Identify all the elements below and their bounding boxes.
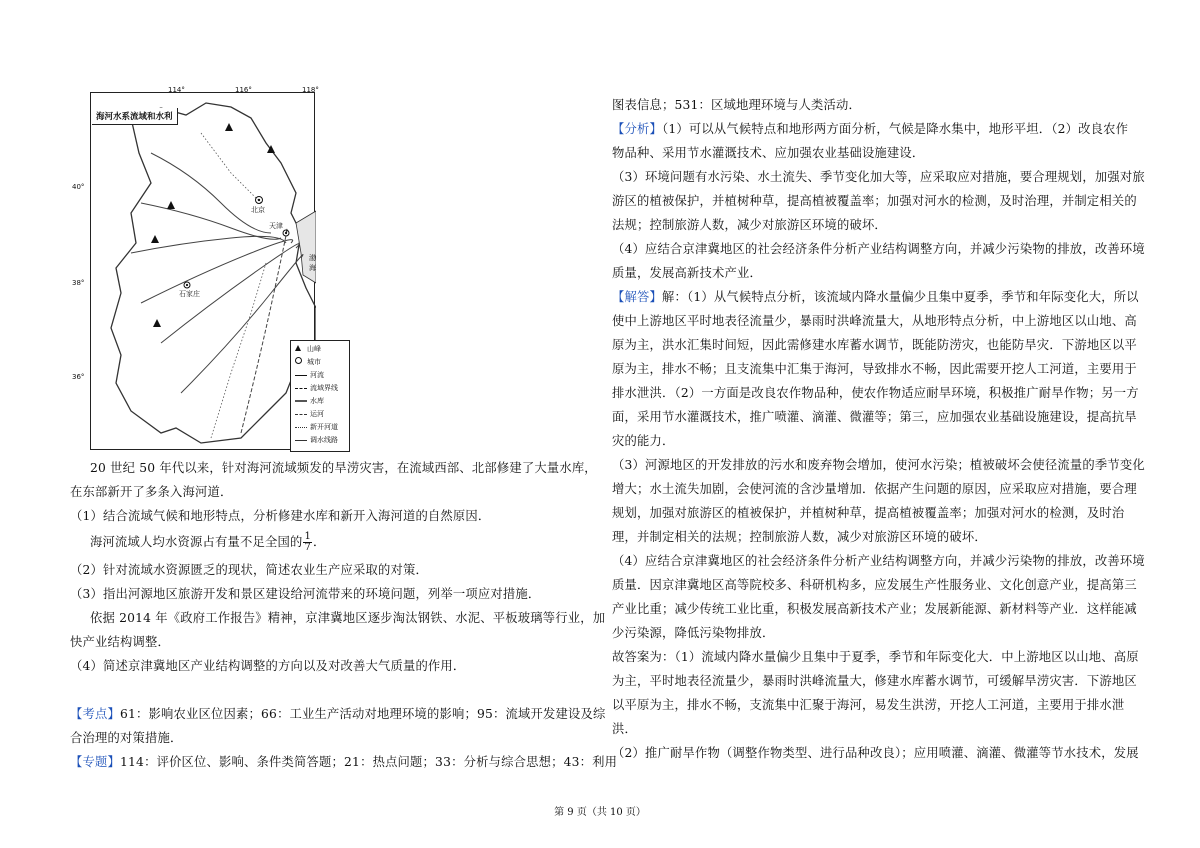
answer-line: （3）河源地区的开发排放的污水和废弃物会增加，使河水污染；植被破坏会使径流量的季节变化 [612, 458, 1145, 472]
zhuanti-tag: 【专题】 [70, 755, 120, 769]
answer-line: 游区的植被保护，并植树种草，提高植被覆盖率；加强对河水的检测，及时治理，并制定相关的 [612, 194, 1137, 208]
answer-line: 质量．因京津冀地区高等院校多、科研机构多，应发展生产性服务业、文化创意产业，提高第三 [612, 578, 1137, 592]
longitude-label: 114° [168, 86, 185, 94]
fenxi-text: （1）可以从气候特点和地形两方面分析，气候是降水集中，地形平坦．（2）改良农作 [662, 122, 1129, 136]
question-4: （4）简述京津冀地区产业结构调整的方向以及对改善大气质量的作用． [70, 659, 466, 673]
jieda-line [612, 289, 1139, 305]
answer-line: （3）环境问题有水污染、水土流失、季节变化加大等，应采取应对措施，要合理规划，加强对旅 [612, 170, 1145, 184]
answer-line: 以平原为主，排水不畅，支流集中汇聚于海河，易发生洪涝，开挖人工河道，主要用于排水泄 [612, 698, 1125, 712]
answer-line: 增大；水土流失加剧，会使河流的含沙量增加．依据产生问题的原因，应采取应对措施，要合理 [612, 482, 1137, 496]
mountain-peak-icon [225, 123, 233, 131]
map-frame [90, 92, 315, 450]
answer-line: 理，并制定相关的法规；控制旅游人数，减少对旅游区环境的破坏． [612, 530, 987, 544]
reservoir-legend-icon [295, 400, 307, 402]
legend-label: 水库 [310, 397, 324, 405]
legend-label: 新开河道 [310, 423, 338, 431]
answer-line: 使中上游地区平时地表径流量少，暴雨时洪峰流量大，从地形特点分析，中上游地区以山地、高 [612, 314, 1137, 328]
map-drawing [91, 93, 316, 451]
fenxi-tag: 【分析】 [612, 122, 662, 136]
fraction-numerator: 1 [304, 531, 312, 542]
city-icon [295, 357, 302, 364]
kaodian-line [70, 706, 606, 722]
question-4-intro: 依据 2014 年《政府工作报告》精神，京津冀地区逐步淘汰钢铁、水泥、平板玻璃等行业，加 [90, 611, 606, 625]
fenxi-line [612, 121, 1128, 137]
answer-line: 少污染源，降低污染物排放． [612, 626, 775, 640]
question-1-note-text: 海河流域人均水资源占有量不足全国的 [90, 535, 303, 549]
question-3: （3）指出河源地区旅游开发和景区建设给河流带来的环境问题，列举一项应对措施． [70, 587, 541, 601]
question-4-intro: 快产业结构调整． [70, 635, 170, 649]
answer-line: （4）应结合京津冀地区的社会经济条件分析产业结构调整方向，并减少污染物的排放，改善环境 [612, 242, 1145, 256]
answer-line: （2）推广耐旱作物（调整作物类型、进行品种改良）；应用喷灌、滴灌、微灌等节水技术，发展 [612, 746, 1139, 760]
sea-label: 渤 海 [309, 254, 316, 272]
answer-line: 规划，加强对旅游区的植被保护，并植树种草，提高植被覆盖率；加强对河水的检测，及时治 [612, 506, 1125, 520]
jieda-tag: 【解答】 [612, 290, 662, 304]
boundary-legend-icon [295, 388, 307, 389]
latitude-label: 38° [72, 279, 85, 287]
city-label-tianjin: 天津 [269, 222, 283, 230]
legend-label: 调水线路 [310, 436, 338, 444]
answer-line: 故答案为：（1）流域内降水量偏少且集中于夏季，季节和年际变化大．中上游地区以山地、高原 [612, 650, 1139, 664]
legend-label: 河流 [310, 371, 324, 379]
answer-line: 原为主，排水不畅；且支流集中汇集于海河，导致排水不畅，因此需要开挖人工河道，主要用于 [612, 362, 1137, 376]
answer-line: 质量，发展高新技术产业． [612, 266, 762, 280]
kaodian-text: 61：影响农业区位因素；66：工业生产活动对地理环境的影响；95：流域开发建设及综 [120, 707, 606, 721]
mountain-peak-icon [151, 235, 159, 243]
fraction [303, 532, 312, 553]
answer-line: 面，采用节水灌溉技术，推广喷灌、滴灌、微灌等；第三，应加强农业基础设施建设，提高抗旱 [612, 410, 1137, 424]
legend-label: 流域界线 [310, 384, 338, 392]
map-title: 海河水系流域和水利 [92, 108, 178, 125]
zhuanti-text: 114：评价区位、影响、条件类简答题；21：热点问题；33：分析与综合思想；43：利用 [120, 755, 618, 769]
page-footer: 第 9 页（共 10 页） [554, 807, 646, 818]
answer-line: （4）应结合京津冀地区的社会经济条件分析产业结构调整方向，并减少污染物的排放，改善环境 [612, 554, 1145, 568]
longitude-label: 116° [235, 86, 252, 94]
fraction-tail: ． [313, 535, 326, 549]
answer-line: 物品种、采用节水灌溉技术、应加强农业基础设施建设． [612, 146, 925, 160]
river-line [141, 240, 293, 303]
mountain-peak-icon [295, 345, 301, 351]
answer-line: 原为主，洪水汇集时间短，因此需修建水库蓄水调节，既能防涝灾，也能防旱灾．下游地区以平 [612, 338, 1137, 352]
question-1: （1）结合流域气候和地形特点，分析修建水库和新开入海河道的自然原因． [70, 509, 491, 523]
answer-line: 灾的能力． [612, 434, 675, 448]
basin-boundary [111, 103, 316, 443]
city-label-shijiazhuang: 石家庄 [179, 290, 200, 298]
city-label-beijing: 北京 [251, 206, 265, 214]
legend-label: 山峰 [307, 345, 321, 353]
diversion-legend-icon [295, 440, 307, 441]
question-intro-line: 在东部新开了多条入海河道． [70, 485, 233, 499]
question-intro-line: 20 世纪 50 年代以来，针对海河流域频发的旱涝灾害，在流域西部、北部修建了大量水库， [90, 461, 597, 475]
map-legend [290, 340, 350, 452]
fraction-denominator: 7 [304, 542, 312, 553]
river-legend-icon [295, 375, 307, 376]
kaodian-tag: 【考点】 [70, 707, 120, 721]
canal-legend-icon [295, 414, 307, 415]
legend-label: 运河 [310, 410, 324, 418]
longitude-label: 118° [302, 86, 319, 94]
answer-line: 图表信息；531：区域地理环境与人类活动． [612, 98, 862, 112]
answer-line: 排水泄洪．（2）一方面是改良农作物品种，使农作物适应耐旱环境，积极推广耐旱作物；另一方 [612, 386, 1139, 400]
question-1-note [90, 532, 326, 553]
mountain-peak-icon [167, 201, 175, 209]
legend-label: 城市 [307, 358, 321, 366]
latitude-label: 36° [72, 373, 85, 381]
zhuanti-line [70, 754, 617, 770]
answer-line: 为主，平时地表径流量少，暴雨时洪峰流量大，修建水库蓄水调节，可缓解旱涝灾害．下游地区 [612, 674, 1137, 688]
answer-line: 法规；控制旅游人数，减少对旅游区环境的破坏． [612, 218, 887, 232]
kaodian-line-2: 合治理的对策措施． [70, 731, 183, 745]
water-diversion-line [211, 263, 266, 438]
answer-line: 产业比重；减少传统工业比重，积极发展高新技术产业；发展新能源、新材料等产业．这样能减 [612, 602, 1137, 616]
question-2: （2）针对流域水资源匮乏的现状，简述农业生产应采取的对策． [70, 563, 428, 577]
mountain-peak-icon [153, 319, 161, 327]
answer-line: 洪． [612, 722, 637, 736]
jieda-text: 解：（1）从气候特点分析，该流域内降水量偏少且集中夏季，季节和年际变化大，所以 [662, 290, 1139, 304]
new-channel-legend-icon [295, 427, 307, 428]
canal-line [241, 229, 287, 433]
latitude-label: 40° [72, 183, 85, 191]
